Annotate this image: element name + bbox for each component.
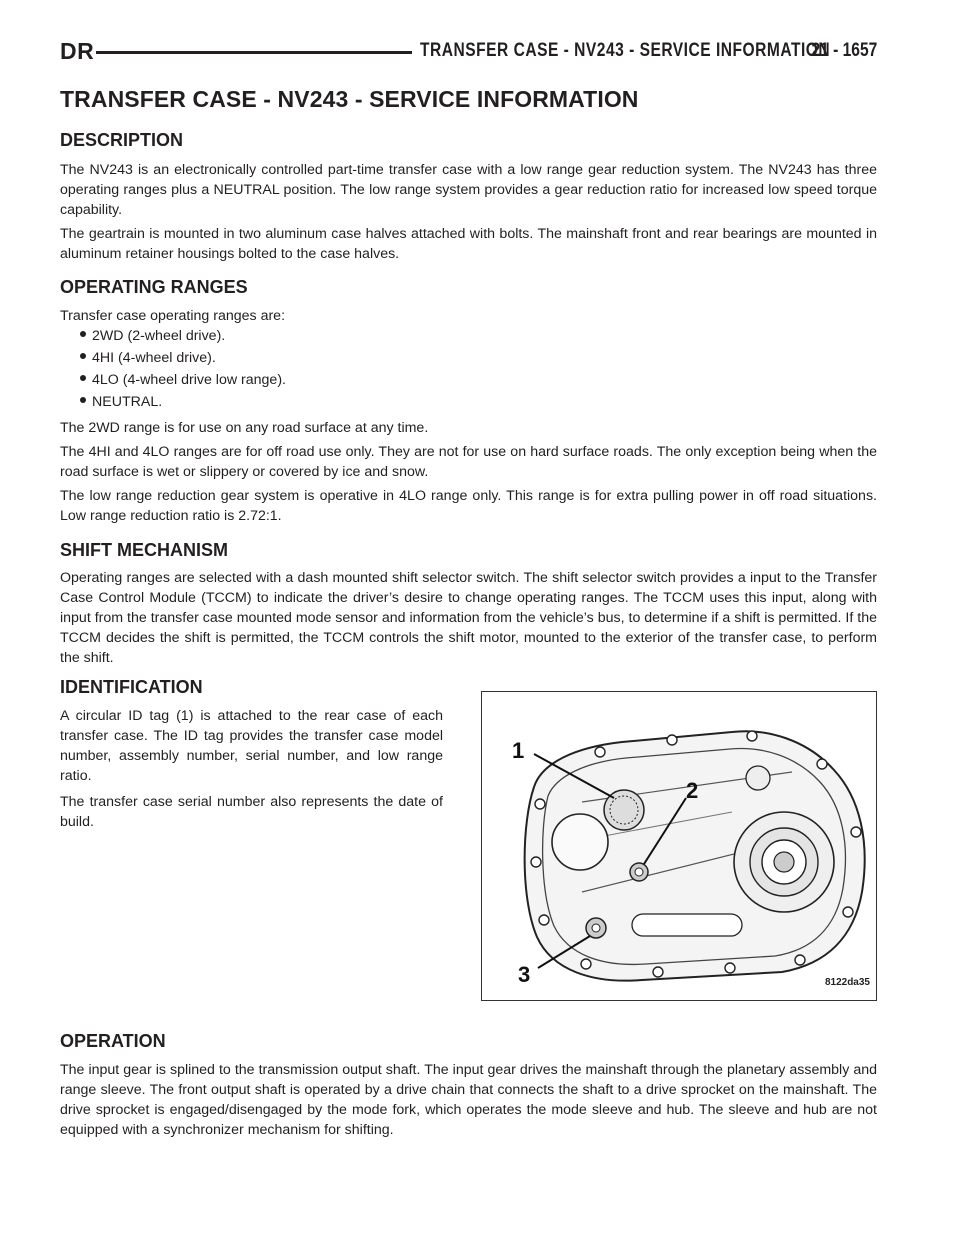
list-item: 4LO (4-wheel drive low range). [80,370,286,390]
operating-ranges-intro: Transfer case operating ranges are: [60,308,286,324]
transfer-case-figure [481,691,877,1001]
heading-identification: IDENTIFICATION [60,677,203,697]
header-rule [96,51,412,54]
description-paragraph-2: The geartrain is mounted in two aluminum case halves attached with bolts. The mainshaft front and rear bearings are mounted in aluminum retainer housings bolted to the case halves. [60,226,877,262]
heading-description: DESCRIPTION [60,130,184,150]
heading-operation: OPERATION [60,1031,166,1051]
bullet-icon [80,331,86,337]
heading-shift-mechanism: SHIFT MECHANISM [60,540,228,560]
identification-paragraph-2: The transfer case serial number also represents the date of build. [60,794,443,830]
list-item: 4HI (4-wheel drive). [80,348,216,368]
operation-paragraph: The input gear is splined to the transmission output shaft. The input gear drives the mainshaft through the planetary assembly and range sleeve. The front output shaft is operated by a drive chain that connects the shaft to a drive sprocket on the mainshaft. The drive sprocket is engaged/disengaged by the mode fork, which operates the mode sleeve and hub. The sleeve and hub are not equipped with a synchronizer mechanism for shifting. [60,1062,877,1138]
bullet-icon [80,353,86,359]
page-header [60,38,877,68]
heading-operating-ranges: OPERATING RANGES [60,277,248,297]
figure-id: 8122da35 [824,977,870,988]
bullet-icon [80,375,86,381]
header-page-number: 21 - 1657 [811,40,877,61]
transfer-case-illustration [482,692,876,1000]
operating-ranges-paragraph-1: The 2WD range is for use on any road surface at any time. [60,420,429,436]
description-paragraph-1: The NV243 is an electronically controlled part-time transfer case with a low range gear reduction system. The NV243 has three operating ranges plus a NEUTRAL position. The low range system provides a gear reduction ratio for increased low speed torque capability. [60,162,877,218]
header-section-code: DR [60,38,95,64]
operating-ranges-paragraph-3: The low range reduction gear system is operative in 4LO range only. This range is for extra pulling power in off road situations. Low range reduction ratio is 2.72:1. [60,488,877,524]
identification-paragraph-1: A circular ID tag (1) is attached to the rear case of each transfer case. The ID tag provides the transfer case model number, assembly number, serial number, and low range ratio. [60,708,443,784]
page-title: TRANSFER CASE - NV243 - SERVICE INFORMATION [60,86,639,112]
list-item: NEUTRAL. [80,392,162,412]
shift-mechanism-paragraph: Operating ranges are selected with a dash mounted shift selector switch. The shift selector switch provides a input to the Transfer Case Control Module (TCCM) to indicate the driver’s desire to change operating ranges. The TCCM uses this input, along with input from the transfer case mounted mode sensor and information from the vehicle’s bus, to determine if a shift is permitted. If the TCCM decides the shift is permitted, the TCCM controls the shift motor, mounted to the exterior of the transfer case, to perform the shift. [60,570,877,666]
callout-2: 2 [686,778,699,803]
list-item: 2WD (2-wheel drive). [80,326,225,346]
bullet-icon [80,397,86,403]
operating-ranges-paragraph-2: The 4HI and 4LO ranges are for off road use only. They are not for use on hard surface roads. The only exception being when the road surface is wet or slippery or covered by ice and snow. [60,444,877,480]
callout-3: 3 [518,962,531,987]
callout-1: 1 [512,738,525,763]
header-title: TRANSFER CASE - NV243 - SERVICE INFORMATION [420,40,831,61]
